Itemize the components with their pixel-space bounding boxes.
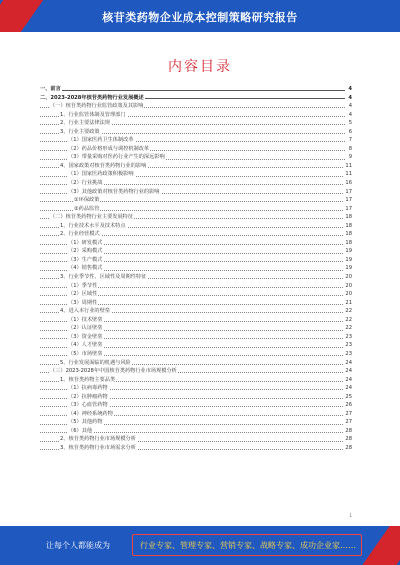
toc-entry[interactable] bbox=[40, 136, 352, 145]
toc-entry[interactable] bbox=[40, 384, 352, 393]
toc-entry[interactable] bbox=[40, 247, 352, 256]
toc-entry-page: 17 bbox=[345, 188, 352, 195]
report-header-bar bbox=[0, 0, 400, 32]
toc-entry-label: （1）研发模式 bbox=[68, 239, 103, 246]
toc-entry[interactable] bbox=[40, 393, 352, 402]
toc-entry-page: 19 bbox=[345, 256, 352, 263]
toc-entry-label: （1）技术壁垒 bbox=[68, 316, 103, 323]
toc-entry-label: （1）季节性 bbox=[68, 282, 98, 289]
toc-entry-label: （1）抗病毒药物 bbox=[68, 385, 108, 392]
toc-entry-page: 26 bbox=[345, 402, 352, 409]
toc-entry[interactable] bbox=[40, 299, 352, 308]
toc-entry-page: 25 bbox=[345, 393, 352, 400]
toc-entry[interactable] bbox=[40, 205, 352, 214]
toc-entry[interactable] bbox=[40, 170, 352, 179]
toc-entry[interactable] bbox=[40, 290, 352, 299]
toc-entry-page: 17 bbox=[345, 205, 352, 212]
toc-entry-page: 18 bbox=[345, 231, 352, 238]
toc-entry-page: 28 bbox=[345, 436, 352, 443]
toc-entry-label: （3）其他政策对核苷类药物行业的影响 bbox=[68, 188, 160, 195]
toc-entry-page: 24 bbox=[345, 359, 352, 366]
toc-entry-page: 17 bbox=[345, 197, 352, 204]
toc-entry[interactable] bbox=[40, 222, 352, 231]
toc-entry-label: （3）心血管药物 bbox=[68, 402, 108, 409]
toc-entry-label: 3、行业季节性、区域性及周期性特征 bbox=[60, 274, 147, 281]
toc-entry-page: 27 bbox=[345, 410, 352, 417]
footer-red-stripe bbox=[362, 526, 400, 565]
toc-entry[interactable] bbox=[40, 162, 352, 171]
toc-entry-page: 22 bbox=[345, 325, 352, 332]
toc-entry-page: 6 bbox=[348, 128, 352, 135]
toc-entry-label: 1、行业监管体制及管理部门 bbox=[60, 111, 126, 118]
footer-banner bbox=[0, 526, 400, 565]
toc-entry[interactable] bbox=[40, 273, 352, 282]
toc-entry-page: 20 bbox=[345, 282, 352, 289]
toc-entry[interactable] bbox=[40, 264, 352, 273]
toc-entry[interactable] bbox=[40, 282, 352, 291]
toc-entry-label: （5）其他药物 bbox=[68, 419, 103, 426]
toc-entry-label: （2）行业挑战 bbox=[68, 180, 103, 187]
toc-entry-page: 24 bbox=[345, 368, 352, 375]
toc-title: 内容目录 bbox=[168, 59, 232, 75]
toc-entry-label: （5）市场壁垒 bbox=[68, 350, 103, 357]
toc-entry[interactable] bbox=[40, 359, 352, 368]
toc-entry[interactable] bbox=[40, 367, 352, 376]
toc-entry-page: 9 bbox=[348, 154, 352, 161]
toc-entry-label: ①环保政策 bbox=[74, 197, 100, 204]
toc-entry-page: 21 bbox=[345, 299, 352, 306]
toc-entry[interactable] bbox=[40, 102, 352, 111]
toc-entry-page: 8 bbox=[348, 145, 352, 152]
toc-entry-label: 4、进入本行业的壁垒 bbox=[60, 308, 110, 315]
toc-entry[interactable] bbox=[40, 444, 352, 453]
toc-entry-label: 4、国家政策对核苷类药物行业的影响 bbox=[60, 162, 147, 169]
toc-entry-label: （2）抗肿瘤药物 bbox=[68, 393, 108, 400]
toc-entry[interactable] bbox=[40, 376, 352, 385]
toc-entry-page: 18 bbox=[345, 222, 352, 229]
toc-entry-label: （2）区域性 bbox=[68, 291, 98, 298]
toc-entry[interactable] bbox=[40, 179, 352, 188]
toc-leader-dots bbox=[40, 90, 345, 91]
toc-entry-label: （4）销售模式 bbox=[68, 265, 103, 272]
toc-entry-label: （2）采购模式 bbox=[68, 248, 103, 255]
toc-entry[interactable] bbox=[40, 341, 352, 350]
toc-entry-page: 11 bbox=[345, 171, 352, 178]
toc-entry-label: （三）2023-2028年中国核苷类药物行业市场规模分析 bbox=[50, 368, 177, 375]
toc-entry-label: （2）认证壁垒 bbox=[68, 325, 103, 332]
toc-entry[interactable] bbox=[40, 153, 352, 162]
toc-entry-label: ②药品监管 bbox=[74, 205, 100, 212]
toc-entry-label: 2、核苷类药物行业市场规模分析 bbox=[60, 436, 136, 443]
toc-entry-label: 1、行业技术水平及技术特点 bbox=[60, 222, 126, 229]
toc-entry[interactable] bbox=[40, 239, 352, 248]
toc-entry[interactable] bbox=[40, 230, 352, 239]
report-title: 核苷类药物企业成本控制策略研究报告 bbox=[102, 11, 298, 24]
toc-entry-label: 1、核苷类药物主要品类 bbox=[60, 376, 116, 383]
toc-entry-page: 20 bbox=[345, 291, 352, 298]
toc-entry[interactable] bbox=[40, 316, 352, 325]
toc-entry-label: （3）周期性 bbox=[68, 299, 98, 306]
toc-entry-page: 24 bbox=[345, 376, 352, 383]
toc-entry-label: （3）资金壁垒 bbox=[68, 333, 103, 340]
toc-entry[interactable] bbox=[40, 94, 352, 103]
toc-entry-label: （2）药品价格形成与调控机制改革 bbox=[68, 145, 150, 152]
toc-entry-page: 28 bbox=[345, 444, 352, 451]
toc-entry-label: （3）带量采购对医药行业产生的深远影响 bbox=[68, 154, 165, 161]
toc-entry[interactable] bbox=[40, 188, 352, 197]
toc-entry[interactable] bbox=[40, 427, 352, 436]
toc-entry-page: 18 bbox=[345, 239, 352, 246]
toc-entry-label: （1）国家医药政策积极影响 bbox=[68, 171, 134, 178]
toc-entry-label: 5、行业发展面临的机遇与风险 bbox=[60, 359, 131, 366]
toc-entry[interactable] bbox=[40, 418, 352, 427]
toc-entry-page: 4 bbox=[348, 111, 352, 118]
toc-entry-page: 23 bbox=[345, 333, 352, 340]
toc-entry-page: 22 bbox=[345, 308, 352, 315]
toc-entry-page: 23 bbox=[345, 342, 352, 349]
toc-entry-page: 4 bbox=[348, 86, 352, 92]
toc-entry[interactable] bbox=[40, 196, 352, 205]
toc-entry-page: 23 bbox=[345, 350, 352, 357]
toc-entry[interactable] bbox=[40, 128, 352, 137]
toc-entry[interactable] bbox=[40, 410, 352, 419]
toc-entry-page: 20 bbox=[345, 274, 352, 281]
toc-entry-page: 7 bbox=[348, 137, 352, 144]
toc-entry[interactable] bbox=[40, 145, 352, 154]
toc-entry-page: 4 bbox=[348, 94, 352, 101]
table-of-contents bbox=[40, 85, 352, 453]
toc-entry-label: （一）核苷类药物行业监管政策及其影响 bbox=[50, 103, 144, 110]
toc-entry-page: 19 bbox=[345, 265, 352, 272]
toc-entry-page: 5 bbox=[348, 120, 352, 127]
toc-entry-label: （4）人才壁垒 bbox=[68, 342, 103, 349]
toc-entry-label: 2、行业主要法律法规 bbox=[60, 120, 110, 127]
toc-entry[interactable] bbox=[40, 435, 352, 444]
toc-entry-label: 二、2023-2028年核苷类药物行业发展概述 bbox=[40, 94, 144, 101]
toc-entry[interactable] bbox=[40, 119, 352, 128]
toc-entry-page: 18 bbox=[345, 214, 352, 221]
toc-entry-page: 16 bbox=[345, 180, 352, 187]
toc-entry-page: 27 bbox=[345, 419, 352, 426]
toc-entry-label: 一、前言 bbox=[40, 86, 61, 92]
toc-entry[interactable] bbox=[40, 324, 352, 333]
toc-entry-label: （1）国家医药卫生体制改革 bbox=[68, 137, 134, 144]
toc-entry-label: （3）生产模式 bbox=[68, 256, 103, 263]
footer-roles-text: 行业专家、管理专家、营销专家、战略专家、成功企业家…… bbox=[140, 541, 356, 550]
toc-entry[interactable] bbox=[40, 213, 352, 222]
footer-lead-text: 让每个人都能成为 bbox=[46, 541, 110, 550]
toc-entry-page: 22 bbox=[345, 316, 352, 323]
toc-entry-page: 24 bbox=[345, 385, 352, 392]
toc-entry-page: 11 bbox=[345, 162, 352, 169]
toc-entry-label: （二）核苷类药物行业主要发展特征 bbox=[50, 214, 134, 221]
toc-entry[interactable] bbox=[40, 401, 352, 410]
toc-entry[interactable] bbox=[40, 333, 352, 342]
toc-entry-label: 3、行业主要政策 bbox=[60, 128, 100, 135]
toc-entry[interactable] bbox=[40, 111, 352, 120]
toc-entry-label: （6）其他 bbox=[68, 427, 93, 434]
toc-entry-label: 2、行业经营模式 bbox=[60, 231, 100, 238]
page-number: 1 bbox=[349, 513, 352, 518]
toc-entry-page: 19 bbox=[345, 248, 352, 255]
toc-entry-page: 28 bbox=[345, 427, 352, 434]
toc-entry[interactable] bbox=[40, 307, 352, 316]
toc-entry[interactable] bbox=[40, 350, 352, 359]
toc-entry[interactable] bbox=[40, 256, 352, 265]
toc-entry-label: （4）神经系统药物 bbox=[68, 410, 113, 417]
toc-entry-page: 4 bbox=[348, 103, 352, 110]
toc-entry[interactable] bbox=[40, 85, 352, 94]
toc-entry-label: 3、核苷类药物行业市场需求分析 bbox=[60, 444, 136, 451]
